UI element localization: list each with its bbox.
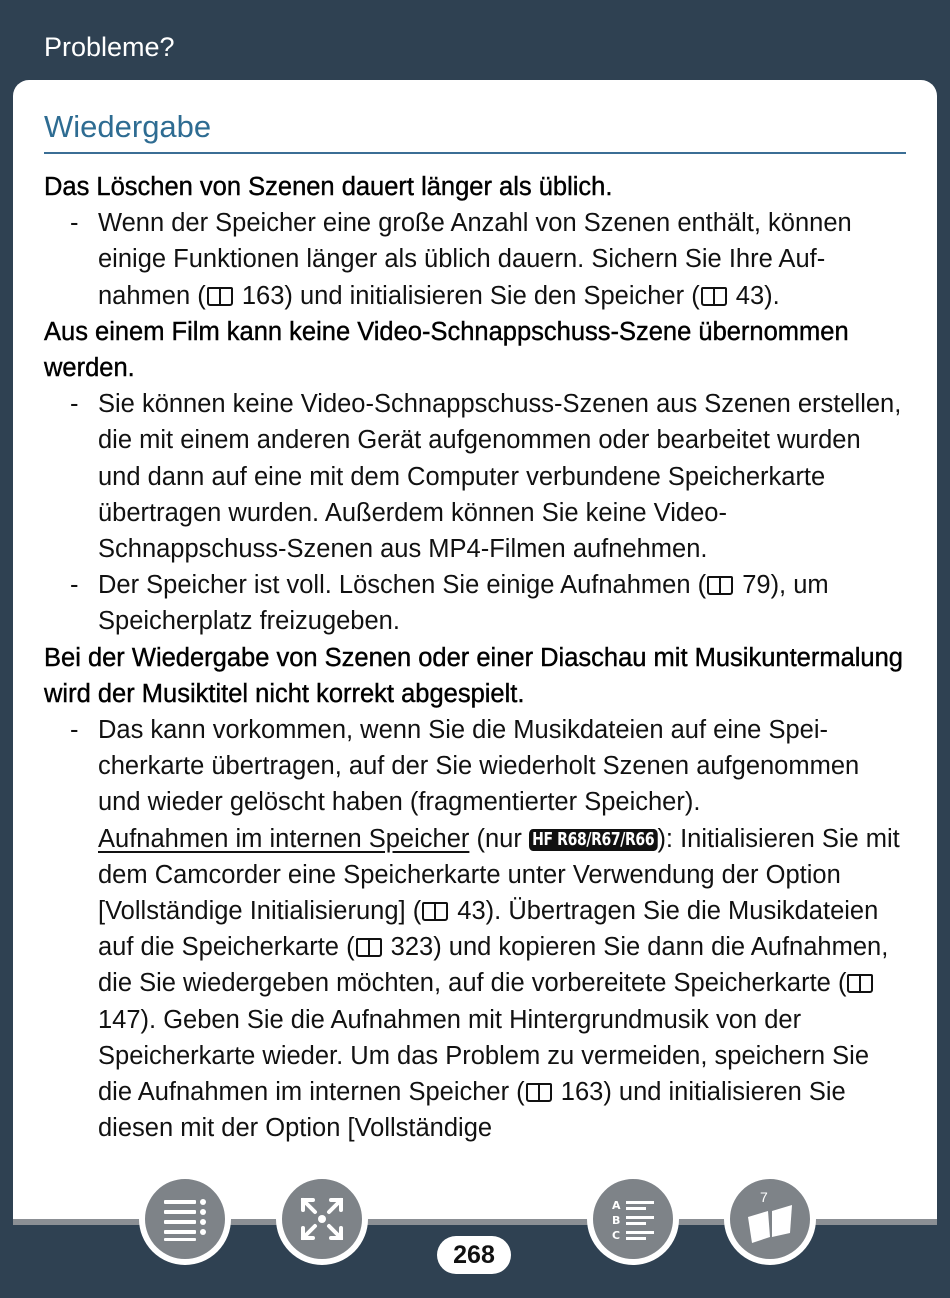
problem-2-answer-a: - Sie können keine Video-Schnappschuss-Szenen aus Szenen erstellen, die mit einem anderen Gerät aufgenommen oder bearbeitet wurden und dann auf eine mit dem Computer verbundene Speicherkarte übertragen wurden. Außerdem können Sie keine Video-Schnappschuss-Szenen aus MP4-Filmen aufnehmen.: [70, 390, 902, 564]
problem-2-question: Aus einem Film kann keine Video-Schnappschuss-Szene übernommen werden.: [44, 317, 849, 383]
page-ref-link[interactable]: 163: [560, 1078, 604, 1107]
problem-1-question: Das Löschen von Szenen dauert länger als üblich.: [44, 173, 613, 201]
heading-divider: [44, 152, 906, 154]
problem-3-question: Bei der Wiedergabe von Szenen oder einer Diaschau mit Musikuntermalung wird der Musiktitel nicht korrekt abgespielt.: [44, 643, 903, 708]
svg-text:B: B: [612, 1214, 621, 1227]
contents-button[interactable]: [139, 1173, 231, 1265]
index-button[interactable]: [587, 1173, 679, 1265]
chapter-number: 7: [760, 1189, 768, 1205]
page-ref-link[interactable]: 43: [457, 897, 486, 926]
page-number: 268: [437, 1236, 511, 1274]
page-header-title: Probleme?: [44, 32, 175, 62]
book-reference-icon: [707, 576, 733, 595]
page-ref-link[interactable]: 43: [735, 281, 765, 310]
problem-3-answer: - Das kann vorkommen, wenn Sie die Musikdateien auf eine Speicherkarte übertragen, auf der Sie wiederholt Szenen aufgenommen und wieder gelöscht haben (fragmentierter Speicher). Aufnahmen im internen Speicher (nur HF R68/R67/R66 ): Initialisieren Sie mit dem Camcorder eine Speicherkarte unter Verwendung der Option [Vollständige Initialisierung] ( 43). Übertragen Sie die Musikdateien auf die Speicherkarte ( 323) und kopieren Sie dann die Aufnahmen, die Sie wiedergeben möchten, auf die vorbereitete Speicherkarte ( 147). Geben Sie die Aufnahmen mit Hintergrundmusik von der Speicherkarte wieder. Um das Problem zu vermeiden, speichern Sie die Aufnahmen im internen Speicher ( 163) und initialisieren Sie diesen mit der Option [Vollständige: [70, 716, 900, 1143]
problem-2-answer-b: - Der Speicher ist voll. Löschen Sie einige Aufnahmen ( 79), um Speicherplatz freizugeben.: [70, 571, 829, 636]
fullscreen-button[interactable]: [276, 1173, 368, 1265]
book-reference-icon: [847, 974, 873, 993]
index-icon: [608, 1194, 658, 1244]
book-reference-icon: [526, 1083, 552, 1102]
top-bar: [0, 0, 950, 80]
internal-memory-link[interactable]: Aufnahmen im internen Speicher: [98, 824, 470, 853]
section-heading: Wiedergabe: [44, 109, 212, 144]
page-ref-link[interactable]: 147: [98, 1005, 141, 1034]
problem-1-answer: - Wenn der Speicher eine große Anzahl von Szenen enthält, können einige Funktionen länger als üblich dauern. Sichern Sie Ihre Aufnahmen ( 163) und initialisieren Sie den Speicher ( 43).: [70, 209, 852, 310]
page-ref-link[interactable]: 323: [390, 933, 434, 962]
book-reference-icon: [207, 287, 233, 306]
book-reference-icon: [356, 938, 382, 957]
svg-text:A: A: [612, 1199, 621, 1212]
page-ref-link[interactable]: 163: [241, 281, 285, 310]
model-badge: HF R68/R67/R66: [529, 829, 657, 851]
book-reference-icon: [701, 287, 727, 306]
svg-text:C: C: [612, 1229, 621, 1242]
chapter-book-icon: [740, 1189, 800, 1249]
fullscreen-icon: [297, 1194, 347, 1244]
contents-icon: [160, 1194, 210, 1244]
content-body: [44, 169, 906, 1146]
page-ref-link[interactable]: 79: [742, 571, 771, 600]
book-reference-icon: [422, 902, 448, 921]
chapter-button[interactable]: [724, 1173, 816, 1265]
